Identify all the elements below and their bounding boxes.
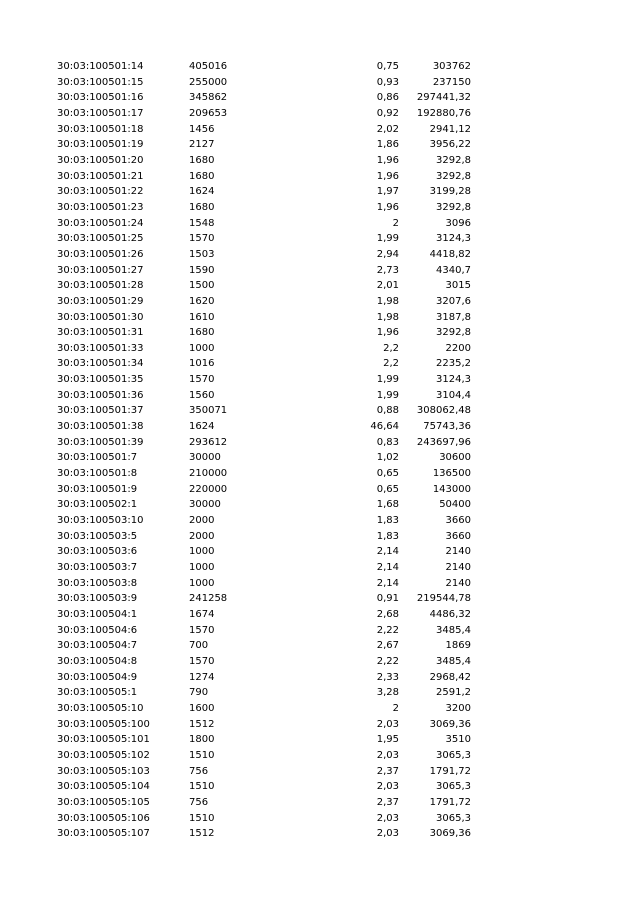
table-row — [0, 137, 640, 153]
cadastral-number-cell: 30:03:100505:103 — [57, 765, 150, 777]
coefficient-cell: 2,2 — [383, 358, 399, 370]
value-cell: 3065,3 — [436, 781, 471, 793]
cadastral-number-cell: 30:03:100501:31 — [57, 327, 144, 339]
value-cell: 30600 — [439, 452, 471, 464]
cadastral-number-cell: 30:03:100501:21 — [57, 170, 144, 182]
value-cell: 1791,72 — [429, 765, 471, 777]
cadastral-number-cell: 30:03:100501:22 — [57, 186, 144, 198]
coefficient-cell: 2,01 — [376, 280, 399, 292]
coefficient-cell: 2,14 — [376, 546, 399, 558]
cadastral-number-cell: 30:03:100501:28 — [57, 280, 144, 292]
value-cell: 3660 — [445, 530, 471, 542]
cadastral-number-cell: 30:03:100501:8 — [57, 468, 138, 480]
cadastral-number-cell: 30:03:100501:27 — [57, 264, 144, 276]
coefficient-cell: 1,95 — [376, 734, 399, 746]
value-cell: 3660 — [445, 515, 471, 527]
cadastral-number-cell: 30:03:100501:7 — [57, 452, 138, 464]
table-row — [0, 403, 640, 419]
coefficient-cell: 2,03 — [376, 781, 399, 793]
cadastral-number-cell: 30:03:100501:18 — [57, 123, 144, 135]
cadastral-number-cell: 30:03:100505:10 — [57, 702, 144, 714]
coefficient-cell: 1,96 — [376, 327, 399, 339]
coefficient-cell: 1,83 — [376, 530, 399, 542]
table-row — [0, 90, 640, 106]
cadastral-number-cell: 30:03:100501:29 — [57, 295, 144, 307]
value-cell: 2140 — [445, 546, 471, 558]
table-row — [0, 748, 640, 764]
table-row — [0, 670, 640, 686]
cadastral-number-cell: 30:03:100503:10 — [57, 515, 144, 527]
area-cell: 220000 — [189, 483, 228, 495]
table-row — [0, 717, 640, 733]
cadastral-number-cell: 30:03:100505:105 — [57, 796, 150, 808]
table-row — [0, 372, 640, 388]
area-cell: 1680 — [189, 201, 215, 213]
area-cell: 1610 — [189, 311, 215, 323]
cadastral-number-cell: 30:03:100501:24 — [57, 217, 144, 229]
coefficient-cell: 2,68 — [376, 608, 399, 620]
table-row — [0, 247, 640, 263]
area-cell: 1590 — [189, 264, 215, 276]
cadastral-number-cell: 30:03:100501:38 — [57, 421, 144, 433]
area-cell: 1624 — [189, 186, 215, 198]
cadastral-number-cell: 30:03:100505:102 — [57, 749, 150, 761]
cadastral-number-cell: 30:03:100501:35 — [57, 374, 144, 386]
area-cell: 293612 — [189, 436, 228, 448]
table-row — [0, 169, 640, 185]
value-cell: 4340,7 — [436, 264, 471, 276]
table-row — [0, 497, 640, 513]
value-cell: 3292,8 — [436, 154, 471, 166]
cadastral-number-cell: 30:03:100504:9 — [57, 671, 138, 683]
cadastral-number-cell: 30:03:100501:30 — [57, 311, 144, 323]
coefficient-cell: 0,91 — [376, 593, 399, 605]
area-cell: 1800 — [189, 734, 215, 746]
value-cell: 3510 — [445, 734, 471, 746]
table-row — [0, 106, 640, 122]
area-cell: 209653 — [189, 107, 228, 119]
area-cell: 1600 — [189, 702, 215, 714]
coefficient-cell: 2,03 — [376, 718, 399, 730]
cadastral-number-cell: 30:03:100504:1 — [57, 608, 138, 620]
coefficient-cell: 2,94 — [376, 248, 399, 260]
table-row — [0, 263, 640, 279]
coefficient-cell: 2,2 — [383, 342, 399, 354]
table-row — [0, 122, 640, 138]
coefficient-cell: 1,99 — [376, 374, 399, 386]
area-cell: 241258 — [189, 593, 228, 605]
cadastral-number-cell: 30:03:100501:26 — [57, 248, 144, 260]
value-cell: 3207,6 — [436, 295, 471, 307]
value-cell: 1869 — [445, 640, 471, 652]
area-cell: 1680 — [189, 327, 215, 339]
area-cell: 1000 — [189, 577, 215, 589]
coefficient-cell: 2,14 — [376, 577, 399, 589]
cadastral-number-cell: 30:03:100505:106 — [57, 812, 150, 824]
area-cell: 790 — [189, 687, 209, 699]
value-cell: 136500 — [432, 468, 471, 480]
area-cell: 1570 — [189, 374, 215, 386]
cadastral-number-cell: 30:03:100501:36 — [57, 389, 144, 401]
cadastral-number-cell: 30:03:100501:16 — [57, 92, 144, 104]
table-row — [0, 341, 640, 357]
table-row — [0, 75, 640, 91]
coefficient-cell: 2,03 — [376, 828, 399, 840]
area-cell: 1548 — [189, 217, 215, 229]
cadastral-number-cell: 30:03:100505:104 — [57, 781, 150, 793]
coefficient-cell: 1,96 — [376, 170, 399, 182]
area-cell: 1510 — [189, 749, 215, 761]
table-row — [0, 764, 640, 780]
value-cell: 2200 — [445, 342, 471, 354]
table-row — [0, 231, 640, 247]
value-cell: 243697,96 — [416, 436, 471, 448]
coefficient-cell: 1,83 — [376, 515, 399, 527]
table-row — [0, 811, 640, 827]
coefficient-cell: 1,99 — [376, 233, 399, 245]
value-cell: 4418,82 — [429, 248, 471, 260]
area-cell: 1016 — [189, 358, 215, 370]
coefficient-cell: 2,03 — [376, 749, 399, 761]
table-row — [0, 310, 640, 326]
coefficient-cell: 1,02 — [376, 452, 399, 464]
cadastral-number-cell: 30:03:100503:8 — [57, 577, 138, 589]
table-row — [0, 529, 640, 545]
value-cell: 3292,8 — [436, 170, 471, 182]
value-cell: 3485,4 — [436, 655, 471, 667]
cadastral-number-cell: 30:03:100501:19 — [57, 139, 144, 151]
coefficient-cell: 0,93 — [376, 76, 399, 88]
value-cell: 3200 — [445, 702, 471, 714]
value-cell: 3069,36 — [429, 718, 471, 730]
area-cell: 1510 — [189, 812, 215, 824]
cadastral-number-cell: 30:03:100505:100 — [57, 718, 150, 730]
value-cell: 3065,3 — [436, 749, 471, 761]
value-cell: 3292,8 — [436, 201, 471, 213]
value-cell: 2968,42 — [429, 671, 471, 683]
coefficient-cell: 2,33 — [376, 671, 399, 683]
area-cell: 1560 — [189, 389, 215, 401]
coefficient-cell: 2,22 — [376, 655, 399, 667]
value-cell: 50400 — [439, 499, 471, 511]
value-cell: 237150 — [432, 76, 471, 88]
cadastral-number-cell: 30:03:100504:6 — [57, 624, 138, 636]
cadastral-number-cell: 30:03:100501:25 — [57, 233, 144, 245]
area-cell: 1680 — [189, 154, 215, 166]
area-cell: 210000 — [189, 468, 228, 480]
area-cell: 1512 — [189, 718, 215, 730]
coefficient-cell: 0,75 — [376, 61, 399, 72]
cadastral-number-cell: 30:03:100501:17 — [57, 107, 144, 119]
area-cell: 405016 — [189, 61, 228, 72]
coefficient-cell: 0,86 — [376, 92, 399, 104]
area-cell: 255000 — [189, 76, 228, 88]
value-cell: 3199,28 — [429, 186, 471, 198]
table-row — [0, 732, 640, 748]
value-cell: 2140 — [445, 577, 471, 589]
area-cell: 1000 — [189, 562, 215, 573]
area-cell: 30000 — [189, 499, 221, 511]
area-cell: 1000 — [189, 342, 215, 354]
coefficient-cell: 2 — [392, 217, 399, 229]
coefficient-cell: 1,96 — [376, 154, 399, 166]
table-row — [0, 153, 640, 169]
coefficient-cell: 1,68 — [376, 499, 399, 511]
value-cell: 1791,72 — [429, 796, 471, 808]
value-cell: 2235,2 — [436, 358, 471, 370]
table-row — [0, 638, 640, 654]
value-cell: 192880,76 — [416, 107, 471, 119]
value-cell: 3065,3 — [436, 812, 471, 824]
value-cell: 2941,12 — [429, 123, 471, 135]
area-cell: 1624 — [189, 421, 215, 433]
table-row — [0, 325, 640, 341]
value-cell: 3124,3 — [436, 374, 471, 386]
table-row — [0, 701, 640, 717]
coefficient-cell: 1,99 — [376, 389, 399, 401]
table-row — [0, 591, 640, 607]
cadastral-number-cell: 30:03:100505:101 — [57, 734, 150, 746]
area-cell: 2000 — [189, 515, 215, 527]
data-table — [0, 59, 640, 842]
area-cell: 1510 — [189, 781, 215, 793]
area-cell: 2000 — [189, 530, 215, 542]
cadastral-number-cell: 30:03:100501:34 — [57, 358, 144, 370]
area-cell: 1674 — [189, 608, 215, 620]
area-cell: 1620 — [189, 295, 215, 307]
coefficient-cell: 46,64 — [370, 421, 399, 433]
coefficient-cell: 2,03 — [376, 812, 399, 824]
table-row — [0, 826, 640, 842]
value-cell: 3187,8 — [436, 311, 471, 323]
cadastral-number-cell: 30:03:100504:7 — [57, 640, 138, 652]
value-cell: 2140 — [445, 562, 471, 573]
coefficient-cell: 0,88 — [376, 405, 399, 417]
cadastral-number-cell: 30:03:100501:15 — [57, 76, 144, 88]
coefficient-cell: 0,65 — [376, 483, 399, 495]
area-cell: 1512 — [189, 828, 215, 840]
area-cell: 1570 — [189, 624, 215, 636]
table-row — [0, 419, 640, 435]
area-cell: 30000 — [189, 452, 221, 464]
cadastral-number-cell: 30:03:100503:9 — [57, 593, 138, 605]
value-cell: 3096 — [445, 217, 471, 229]
cadastral-number-cell: 30:03:100503:7 — [57, 562, 138, 573]
coefficient-cell: 2,02 — [376, 123, 399, 135]
table-row — [0, 466, 640, 482]
table-row — [0, 278, 640, 294]
table-row — [0, 59, 640, 75]
coefficient-cell: 2,37 — [376, 796, 399, 808]
table-row — [0, 623, 640, 639]
table-row — [0, 435, 640, 451]
value-cell: 303762 — [432, 61, 471, 72]
value-cell: 3956,22 — [429, 139, 471, 151]
table-row — [0, 294, 640, 310]
table-row — [0, 560, 640, 576]
table-row — [0, 216, 640, 232]
cadastral-number-cell: 30:03:100501:9 — [57, 483, 138, 495]
table-row — [0, 513, 640, 529]
coefficient-cell: 3,28 — [376, 687, 399, 699]
table-row — [0, 779, 640, 795]
cadastral-number-cell: 30:03:100501:39 — [57, 436, 144, 448]
cadastral-number-cell: 30:03:100501:23 — [57, 201, 144, 213]
value-cell: 3292,8 — [436, 327, 471, 339]
value-cell: 143000 — [432, 483, 471, 495]
table-row — [0, 685, 640, 701]
table-row — [0, 795, 640, 811]
coefficient-cell: 2,67 — [376, 640, 399, 652]
value-cell: 3485,4 — [436, 624, 471, 636]
coefficient-cell: 2,22 — [376, 624, 399, 636]
cadastral-number-cell: 30:03:100502:1 — [57, 499, 138, 511]
value-cell: 308062,48 — [416, 405, 471, 417]
area-cell: 350071 — [189, 405, 228, 417]
coefficient-cell: 0,83 — [376, 436, 399, 448]
coefficient-cell: 2,14 — [376, 562, 399, 573]
cadastral-number-cell: 30:03:100504:8 — [57, 655, 138, 667]
table-row — [0, 388, 640, 404]
cadastral-number-cell: 30:03:100501:37 — [57, 405, 144, 417]
area-cell: 1680 — [189, 170, 215, 182]
area-cell: 2127 — [189, 139, 215, 151]
value-cell: 3015 — [445, 280, 471, 292]
table-row — [0, 482, 640, 498]
coefficient-cell: 1,96 — [376, 201, 399, 213]
table-row — [0, 184, 640, 200]
cadastral-number-cell: 30:03:100501:33 — [57, 342, 144, 354]
table-row — [0, 576, 640, 592]
table-row — [0, 200, 640, 216]
area-cell: 756 — [189, 796, 209, 808]
cadastral-number-cell: 30:03:100505:1 — [57, 687, 138, 699]
value-cell: 219544,78 — [416, 593, 471, 605]
coefficient-cell: 2,37 — [376, 765, 399, 777]
coefficient-cell: 0,65 — [376, 468, 399, 480]
cadastral-number-cell: 30:03:100503:5 — [57, 530, 138, 542]
area-cell: 1274 — [189, 671, 215, 683]
table-row — [0, 654, 640, 670]
value-cell: 75743,36 — [423, 421, 471, 433]
coefficient-cell: 2,73 — [376, 264, 399, 276]
table-row — [0, 356, 640, 372]
area-cell: 1000 — [189, 546, 215, 558]
cadastral-number-cell: 30:03:100501:14 — [57, 61, 144, 72]
coefficient-cell: 1,97 — [376, 186, 399, 198]
cadastral-number-cell: 30:03:100503:6 — [57, 546, 138, 558]
table-row — [0, 450, 640, 466]
value-cell: 2591,2 — [436, 687, 471, 699]
value-cell: 3069,36 — [429, 828, 471, 840]
coefficient-cell: 0,92 — [376, 107, 399, 119]
table-row — [0, 607, 640, 623]
coefficient-cell: 1,86 — [376, 139, 399, 151]
coefficient-cell: 1,98 — [376, 311, 399, 323]
table-row — [0, 544, 640, 560]
area-cell: 345862 — [189, 92, 228, 104]
coefficient-cell: 1,98 — [376, 295, 399, 307]
value-cell: 3104,4 — [436, 389, 471, 401]
cadastral-number-cell: 30:03:100501:20 — [57, 154, 144, 166]
area-cell: 1570 — [189, 233, 215, 245]
value-cell: 4486,32 — [429, 608, 471, 620]
area-cell: 1456 — [189, 123, 215, 135]
area-cell: 700 — [189, 640, 209, 652]
area-cell: 1500 — [189, 280, 215, 292]
coefficient-cell: 2 — [392, 702, 399, 714]
area-cell: 1503 — [189, 248, 215, 260]
cadastral-number-cell: 30:03:100505:107 — [57, 828, 150, 840]
value-cell: 3124,3 — [436, 233, 471, 245]
area-cell: 1570 — [189, 655, 215, 667]
area-cell: 756 — [189, 765, 209, 777]
value-cell: 297441,32 — [416, 92, 471, 104]
